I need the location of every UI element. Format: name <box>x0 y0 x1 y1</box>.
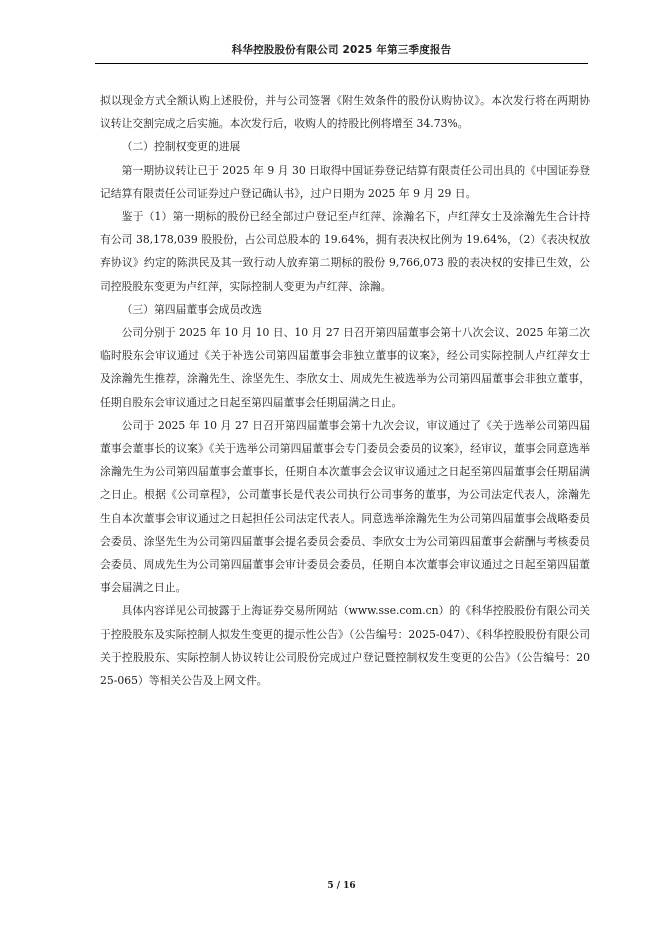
paragraph-announcement-references: 具体内容详见公司披露于上海证券交易所网站（www.sse.com.cn）的《科华控股股份有限公司关于控股股东及实际控制人拟发生变更的提示性公告》（公告编号：2025-047）、《科华控股股份有限公司关于控股股东、实际控制人协议转让公司股份完成过户登记暨控制权发生变更的公告》（公告编号：2025-065）等相关公告及上网文件。 <box>100 604 590 688</box>
header-divider <box>95 63 588 64</box>
section-heading-control-change-progress: （二）控制权变更的进展 <box>121 140 241 154</box>
paragraph-first-transfer: 第一期协议转让已于 2025 年 9 月 30 日取得中国证券登记结算有限责任公司出具的《中国证券登记结算有限责任公司证券过户登记确认书》，过户日期为 2025 年 9 月 29 日。 <box>100 163 590 200</box>
page-number: 5 / 16 <box>327 881 356 891</box>
page-header-title: 科华控股股份有限公司 2025 年第三季度报告 <box>231 44 452 56</box>
paragraph-director-election: 公司分别于 2025 年 10 月 10 日、10 月 27 日召开第四届董事会第十八次会议、2025 年第二次临时股东会审议通过《关于补选公司第四届董事会非独立董事的议案》，经公司实际控制人卢红萍女士及涂瀚先生推荐，涂瀚先生、涂坚先生、李欣女士、周成先生被选举为公司第四届董事会非独立董事，任期自股东会审议通过之日起至第四届董事会任期届满之日止。 <box>100 326 590 409</box>
document-body <box>100 89 590 692</box>
section-heading-board-reelection: （三）第四届董事会成员改选 <box>121 302 262 316</box>
paragraph-chairman-election: 公司于 2025 年 10 月 27 日召开第四届董事会第十九次会议，审议通过了《关于选举公司第四届董事会董事长的议案》《关于选举公司第四届董事会专门委员会委员的议案》，经审议，董事会同意选举涂瀚先生为公司第四届董事会董事长，任期自本次董事会会议审议通过之日起至第四届董事会任期届满之日止。根据《公司章程》，公司董事长是代表公司执行公司事务的董事，为公司法定代表人，涂瀚先生自本次董事会审议通过之日起担任公司法定代表人。同意选举涂瀚先生为公司第四届董事会战略委员会委员、涂坚先生为公司第四届董事会提名委员会委员、李欣女士为公司第四届董事会薪酬与考核委员会委员、周成先生为公司第四届董事会审计委员会委员，任期自本次董事会审议通过之日起至第四届董事会届满之日止。 <box>100 418 590 595</box>
paragraph-controlling-shareholder-change: 鉴于（1）第一期标的股份已经全部过户登记至卢红萍、涂瀚名下，卢红萍女士及涂瀚先生合计持有公司 38,178,039 股股份，占公司总股本的 19.64%，拥有表决权比例为 19.64%，（2）《表决权放弃协议》约定的陈洪民及其一致行动人放弃第二期标的股份 9,766,073 股的表决权的安排已生效，公司控股股东变更为卢红萍，实际控制人变更为卢红萍、涂瀚。 <box>100 210 590 293</box>
paragraph-acquisition-terms: 拟以现金方式全额认购上述股份，并与公司签署《附生效条件的股份认购协议》。本次发行将在两期协议转让交割完成之后实施。本次发行后，收购人的持股比例将增至 34.73%。 <box>100 94 590 131</box>
